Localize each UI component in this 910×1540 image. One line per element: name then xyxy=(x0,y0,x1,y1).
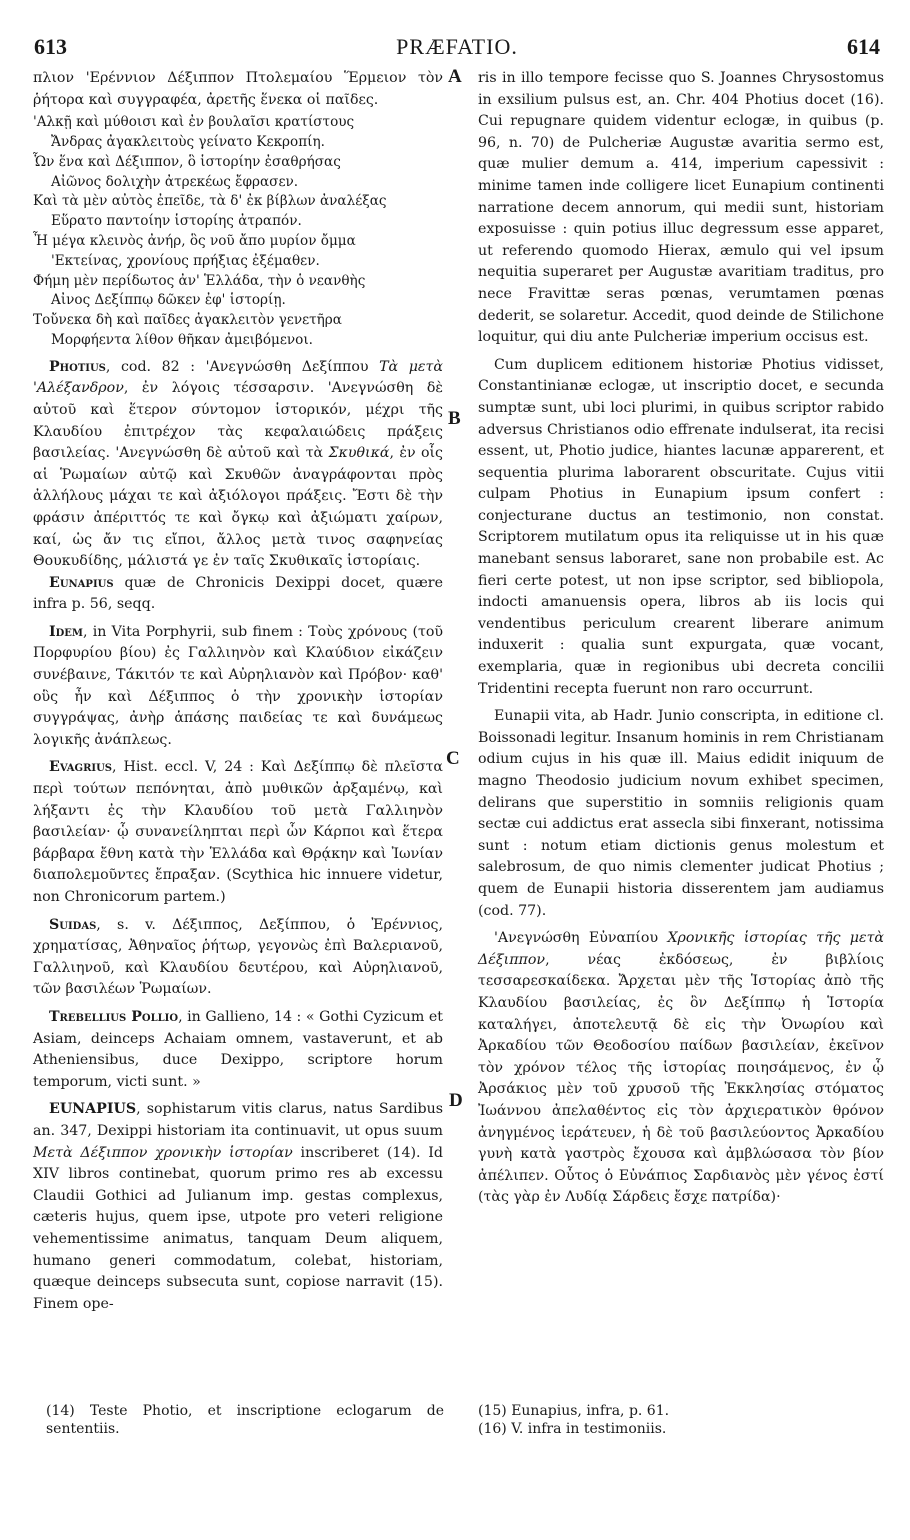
running-header xyxy=(34,34,880,62)
right-column xyxy=(478,68,884,1209)
inscription-text: πλιον 'Ερέννιον Δέξιππον Πτολεμαίου Ἕρμειον τὸν ῥήτορα καὶ συγγραφέα, ἀρετῆς ἕνεκα οἱ παῖδες. xyxy=(33,70,443,108)
paragraph-photius-quote xyxy=(478,928,884,1209)
footnotes-left xyxy=(46,1402,444,1438)
page-number-left: 613 xyxy=(34,34,67,59)
verse-line: Φήμη μὲν περίδωτος ἀν' Ἑλλάδα, τὴν ὁ νεανθὴς xyxy=(33,272,366,289)
author-name: EUNAPIUS xyxy=(49,1101,137,1118)
margin-letter-a: A xyxy=(448,66,462,87)
greek-text: , ἐν λόγοις τέσσαρσιν. 'Ανεγνώσθη δὲ αὐτοῦ καὶ ἕτερον σύντομον ἱστορικόν, μέχρι τῆς Κλαυδίου ἐπιτρέχον τὰς κεφαλαιώδεις πράξεις βασιλείας. 'Ανεγνώσθη δὲ αὐτοῦ καὶ τὰ xyxy=(33,380,443,462)
greek-text: , νέας ἐκδόσεως, ἐν βιβλίοις τεσσαρεσκαίδεκα. Ἄρχεται μὲν τῆς Ἱστορίας ἀπὸ τῆς Κλαυδίου βασιλείας, ἐς ὃν Δεξίππῳ ἡ Ἱστορία καταλήγει, ἀποτελευτᾷ δὲ εἰς τὴν Ὀνωρίου καὶ Ἀρκαδίου τῶν Θεοδοσίου παίδων βασιλείαν, ἐκεῖνον τὸν χρόνον τέλος τῆς ἱστορίας ποιησάμενος, ἐν ᾧ Ἀρσάκιος μὲν τοῦ χρυσοῦ τῆς Ἐκκλησίας στόματος Ἰωάννου ἀπελαθέντος εἰς τὸν ἀρχιερατικὸν θρόνον ἀνηγμένος ἱεράτευεν, ἡ δὲ τοῦ βασιλεύοντος Ἀρκαδίου γυνὴ κατὰ γαστρὸς ἔχουσα καὶ ἀμβλώσασα τὸν βίον ἀπέλιπεν. Οὗτος ὁ Εὐνάπιος Σαρδιανὸς μὲν γένος ἐστί (τὰς γὰρ ἐν Λυδίᾳ Σάρδεις ἔσχε πατρίδα)· xyxy=(478,951,884,1206)
footnotes-right xyxy=(478,1402,884,1438)
author-name: Idem xyxy=(49,623,83,640)
verse-line: Ὧν ἕνα καὶ Δέξιππον, ὃ ἱστορίην ἐσαθρήσας xyxy=(33,153,341,170)
work-title: Τὰ μετὰ 'Αλέξανδρον xyxy=(33,358,443,397)
paragraph-trebellius xyxy=(33,1007,443,1093)
work-title: Σκυθικά xyxy=(328,445,390,462)
margin-letter-c: C xyxy=(446,748,460,769)
work-title: Χρονικῆς ἱστορίας τῆς μετὰ Δέξιππον xyxy=(478,930,885,968)
verse-line: Τοὔνεκα δὴ καὶ παῖδες ἀγακλειτὸν γενετῆρα xyxy=(33,312,342,329)
page-title: PRÆFATIO. xyxy=(396,34,518,59)
verse-line: 'Εκτείνας, χρονίους πρήξιας ἐξέμαθεν. xyxy=(51,252,320,269)
greek-text: , s. v. Δέξιππος, Δεξίππου, ὁ Ἐρέννιος, χρηματίσας, Ἀθηναῖος ῥήτωρ, γεγονὼς ἐπὶ Βαλεριανοῦ, Γαλλιηνοῦ, καὶ Κλαυδίου δευτέρου, καὶ Αὐρηλιανοῦ, τῶν βασιλέων Ῥωμαίων. xyxy=(33,916,443,998)
paragraph-photius xyxy=(33,357,443,573)
author-name: Trebellius Pollio xyxy=(49,1008,179,1025)
verse-line: Αἰῶνος δολιχὴν ἀτρεκέως ἔφρασεν. xyxy=(51,173,299,190)
author-name: Photius xyxy=(49,358,106,375)
author-name: Evagrius xyxy=(49,759,113,776)
verse-line: Εὕρατο παντοίην ἱστορίης ἀτραπόν. xyxy=(51,213,302,230)
author-name: Eunapius xyxy=(49,574,114,591)
paragraph-evagrius xyxy=(33,757,443,908)
paragraph-suidas xyxy=(33,915,443,1001)
greek-text: , in Vita Porphyrii, sub finem : Τοὺς χρόνους (τοῦ Πορφυρίου βίου) ἐς Γαλλιηνὸν καὶ Κλαύδιον εἰκάζειν συνέβαινε, Τάκιτόν τε καὶ Αὐρηλιανὸν καὶ Πρόβον· καθ' οὓς ἦν καὶ Δέξιππος ὁ τὴν χρονικὴν ἱστορίαν συγγράψας, ἀνὴρ ἁπάσης παιδείας τε καὶ δυνάμεως λογικῆς ἀνάπλεως. xyxy=(33,623,443,748)
page-number-right: 614 xyxy=(847,34,880,59)
paragraph-continuation: ris in illo tempore fecisse quo S. Joannes Chrysostomus in exsilium pulsus est, an. Chr. 404 Photius docet (16). Cui repugnare quidem videntur eclogæ, in quibus (p. 96, n. 70) de Pulcheriæ Augustæ avaritia sermo est, quæ mulier demum a. 414, imperium capessivit : minime tamen inde colligere licet Eunapium continenti narratione decem annorum, qui medii sunt, historiam exposuisse : quin potius illuc degressum esse apparet, ut referendo quomodo Hierax, æmulo qui vel ipsum nequitia superaret per Augustæ avaritiam traditus, pro nece Fravittæ seras pœnas, verumtamen pœnas dederit, se solaretur. Accedit, quod deinde de Stilichone loquitur, qui diu ante Pulcheriæ imperium occisus est. xyxy=(478,70,884,346)
verse-line: Αἰνος Δεξίππῳ δῶκεν ἐφ' ἱστορίῃ. xyxy=(51,292,286,309)
citation: , cod. 82 : xyxy=(105,358,206,375)
work-title: Μετὰ Δέξιππον χρονικὴν ἱστορίαν xyxy=(33,1144,293,1161)
footnote: (15) Eunapius, infra, p. 61. xyxy=(478,1403,670,1419)
greek-text: 'Ανεγνώσθη Εὐναπίου xyxy=(494,930,659,947)
greek-text: , ἐν οἷς αἱ Ῥωμαίων αὐτῷ καὶ Σκυθῶν ἀναγράφονται πρὸς ἀλλήλους μάχαι τε καὶ ἀξιόλογοι πράξεις. Ἔστι δὲ τὴν φράσιν ἀπέριττός τε καὶ ὄγκῳ καὶ ἀξιώματι χαίρων, καί, ὡς ἄν τις εἴποι, ἄλλος μετὰ τινος σαφηνείας Θουκυδίδης, μάλιστά γε ἐν ταῖς Σκυθικαῖς ἱστορίαις. xyxy=(33,445,443,570)
paragraph-eunapius-ref xyxy=(33,573,443,616)
verse-line: 'Αλκῇ καὶ μύθοισι καὶ ἐν βουλαῖσι κρατίστους xyxy=(33,114,355,131)
footnote: (16) V. infra in testimoniis. xyxy=(478,1421,667,1437)
verse-line: Ἄνδρας ἀγακλειτοὺς γείνατο Κεκροπίη. xyxy=(51,133,325,150)
footnote: (14) Teste Photio, et inscriptione eclogarum de sententiis. xyxy=(46,1403,444,1437)
greek-text: , Hist. eccl. V, 24 : Καὶ Δεξίππῳ δὲ πλεῖστα περὶ τούτων πεπόνηται, ἀπὸ μυθικῶν ἀρξαμένῳ, καὶ λήξαντι ἐς τὴν Κλαυδίου τοῦ μετὰ Γαλλιηνὸν βασιλείαν· ᾧ συνανείληπται περὶ ὧν Κάρποι καὶ ἕτερα βάρβαρα ἔθνη κατὰ τὴν Ἑλλάδα καὶ Θρᾴκην καὶ Ἰωνίαν διαπολεμοῦντες ἔπραξαν. (Scythica hic innuere videtur, non Chronicorum partem.) xyxy=(33,759,443,905)
latin-text: quæ de Chronicis Dexippi docet, quære infra p. 56, seqq. xyxy=(33,574,443,613)
paragraph-idem xyxy=(33,622,443,752)
paragraph-eunapius xyxy=(33,1099,443,1315)
author-name: Suidas xyxy=(49,916,97,933)
greek-text: 'Ανεγνώσθη Δεξίππου xyxy=(205,358,369,375)
paragraph-vita: Eunapii vita, ab Hadr. Junio conscripta, in editione cl. Boissonadi legitur. Insanum hominis in rem Christianam odium cujus in his quæ ill. Maius edidit iniquum de magno Theodosio judicium novum exhibet specimen, delirans que superstitio in somniis religionis quam sectæ cui addictus erat assecla sibi finxerant, notissima sunt : notum etiam dictionis genus molestum et salebrosum, de quo nimis clementer judicat Photius ; quem de Eunapii historia disserentem jam audiamus (cod. 77). xyxy=(478,708,884,919)
verse-line: Καὶ τὰ μὲν αὐτὸς ἐπεῖδε, τὰ δ' ἐκ βίβλων ἀναλέξας xyxy=(33,193,387,210)
margin-letter-b: B xyxy=(448,408,461,429)
latin-text: inscriberet (14). Id XIV libros continebat, quorum primo res ab excessu Claudii Gothici ad Julianum imp. gestas complexus, cæteris hujus, quem ipse, utpote pro veteri religione vehementissime animatus, tanquam Deum aliquem, humano generi commodatum, colebat, historiam, quæque deinceps subsecuta sunt, copiose narravit (15). Finem ope- xyxy=(33,1144,443,1312)
verse-line: Ἦ μέγα κλεινὸς ἀνήρ, ὃς νοῦ ἄπο μυρίον ὄμμα xyxy=(33,232,356,249)
epigram-verse xyxy=(33,113,443,351)
paragraph-editions: Cum duplicem editionem historiæ Photius vidisset, Constantinianæ eclogæ, ut inscriptio docet, e secunda sumptæ sunt, ubi loci plurimi, in quibus scriptor rabido adversus Christianos odio effrenate indulserat, ita recisi essent, ut, Photio judice, hiantes lacunæ apparerent, et sequentia plurima laborarent obscuritate. Cujus vitii culpam Photius in Eunapium ipsum confert : conjecturane ductus an testimonio, non constat. Scriptorem mutilatum opus ita reliquisse ut in his quæ manebant sensus laboraret, sane non probabile est. Ac fieri certe potest, ut non ipse scriptor, sed bibliopola, indocti amanuensis opera, libros ab iis locis qui vendentibus periculum crearent liberare animum induxerit : qualia sunt expurgata, quæ vocant, exemplaria, quæ in regionibus ubi decreta concilii Tridentini recepta fuerunt non raro occurrunt. xyxy=(478,356,884,697)
latin-text: , in Gallieno, 14 : « Gothi Cyzicum et Asiam, deinceps Achaiam omnem, vastaverunt, et ab Atheniensibus, duce Dexippo, scriptore horum temporum, victi sunt. » xyxy=(33,1008,443,1090)
margin-letter-d: D xyxy=(449,1090,463,1111)
latin-text: , sophistarum vitis clarus, natus Sardibus an. 347, Dexippi historiam ita continuavit, ut opus suum xyxy=(33,1101,443,1139)
verse-line: Μορφήεντα λίθον θῆκαν ἀμειβόμενοι. xyxy=(51,331,313,348)
left-column xyxy=(33,68,443,1315)
